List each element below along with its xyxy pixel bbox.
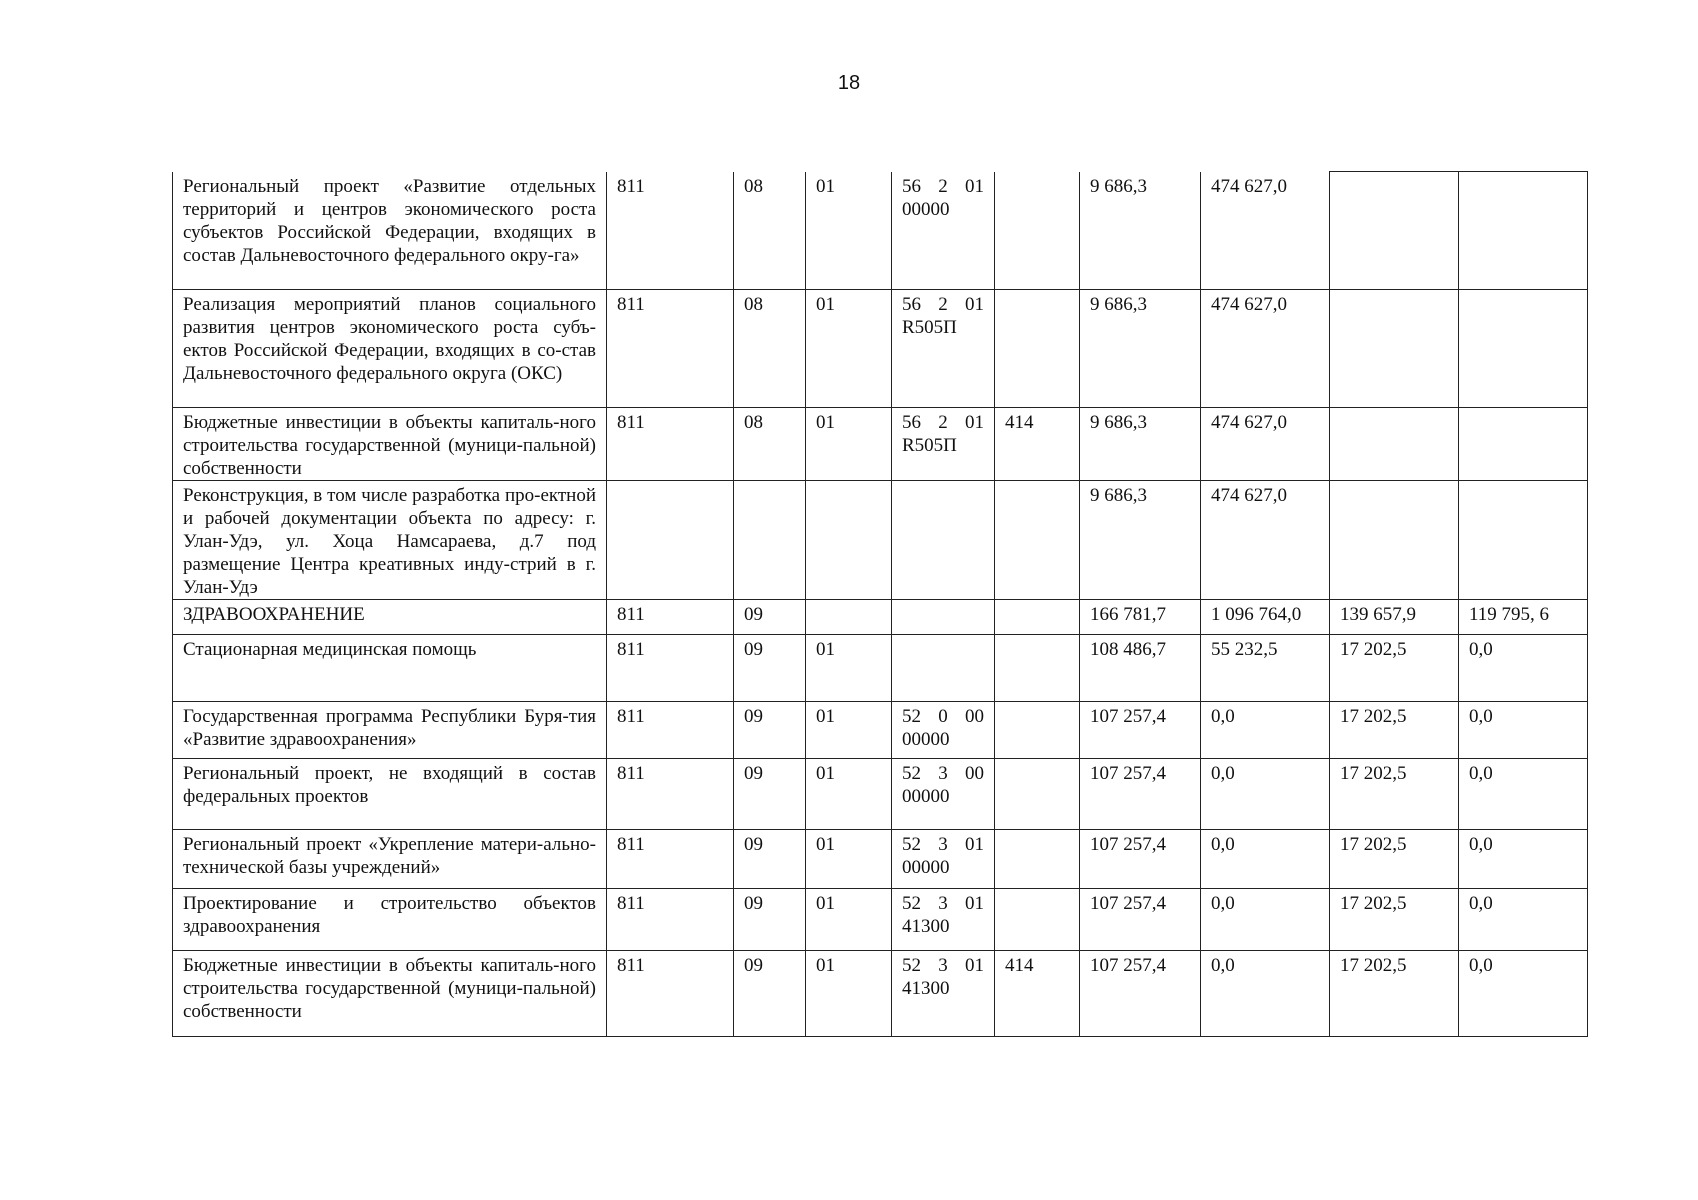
expense-type-code bbox=[995, 600, 1080, 635]
item-name: ЗДРАВООХРАНЕНИЕ bbox=[173, 600, 607, 635]
amount-4: 119 795, 6 bbox=[1459, 600, 1588, 635]
section-code: 08 bbox=[734, 172, 806, 290]
amount-3 bbox=[1330, 290, 1459, 408]
amount-4: 0,0 bbox=[1459, 635, 1588, 702]
target-article-code: 56 2 01 R505П bbox=[892, 290, 995, 408]
section-code: 09 bbox=[734, 759, 806, 830]
amount-1: 107 257,4 bbox=[1080, 759, 1201, 830]
grbs-code bbox=[607, 481, 734, 600]
amount-2: 474 627,0 bbox=[1201, 481, 1330, 600]
amount-4 bbox=[1459, 290, 1588, 408]
expense-type-code bbox=[995, 830, 1080, 889]
amount-2: 0,0 bbox=[1201, 889, 1330, 951]
amount-2: 1 096 764,0 bbox=[1201, 600, 1330, 635]
grbs-code: 811 bbox=[607, 830, 734, 889]
amount-1: 107 257,4 bbox=[1080, 889, 1201, 951]
expense-type-code bbox=[995, 889, 1080, 951]
amount-3: 139 657,9 bbox=[1330, 600, 1459, 635]
item-name: Региональный проект «Развитие отдельных территорий и центров экономического роста субъектов Российской Федерации, входящих в состав Дальневосточного федерального окру-га» bbox=[173, 172, 607, 290]
grbs-code: 811 bbox=[607, 290, 734, 408]
item-name: Бюджетные инвестиции в объекты капиталь-ного строительства государственной (муници-пальной) собственности bbox=[173, 408, 607, 481]
expense-type-code: 414 bbox=[995, 408, 1080, 481]
amount-3: 17 202,5 bbox=[1330, 759, 1459, 830]
target-article-code bbox=[892, 481, 995, 600]
amount-3: 17 202,5 bbox=[1330, 951, 1459, 1037]
amount-2: 474 627,0 bbox=[1201, 290, 1330, 408]
subsection-code: 01 bbox=[806, 702, 892, 759]
amount-4: 0,0 bbox=[1459, 830, 1588, 889]
grbs-code: 811 bbox=[607, 889, 734, 951]
amount-3 bbox=[1330, 408, 1459, 481]
amount-4: 0,0 bbox=[1459, 951, 1588, 1037]
grbs-code: 811 bbox=[607, 600, 734, 635]
amount-2: 55 232,5 bbox=[1201, 635, 1330, 702]
amount-2: 0,0 bbox=[1201, 702, 1330, 759]
expense-type-code bbox=[995, 702, 1080, 759]
amount-4: 0,0 bbox=[1459, 889, 1588, 951]
section-code: 09 bbox=[734, 600, 806, 635]
table-row bbox=[173, 702, 1588, 759]
grbs-code: 811 bbox=[607, 408, 734, 481]
target-article-code bbox=[892, 600, 995, 635]
amount-2: 0,0 bbox=[1201, 951, 1330, 1037]
amount-4 bbox=[1459, 408, 1588, 481]
section-code: 09 bbox=[734, 830, 806, 889]
table-row bbox=[173, 408, 1588, 481]
amount-4: 0,0 bbox=[1459, 759, 1588, 830]
target-article-code: 56 2 01 00000 bbox=[892, 172, 995, 290]
amount-1: 107 257,4 bbox=[1080, 830, 1201, 889]
amount-1: 108 486,7 bbox=[1080, 635, 1201, 702]
amount-3: 17 202,5 bbox=[1330, 702, 1459, 759]
amount-1: 107 257,4 bbox=[1080, 702, 1201, 759]
amount-2: 474 627,0 bbox=[1201, 172, 1330, 290]
subsection-code: 01 bbox=[806, 830, 892, 889]
subsection-code bbox=[806, 481, 892, 600]
expense-type-code bbox=[995, 635, 1080, 702]
grbs-code: 811 bbox=[607, 172, 734, 290]
target-article-code: 52 3 01 41300 bbox=[892, 951, 995, 1037]
amount-2: 474 627,0 bbox=[1201, 408, 1330, 481]
table-row bbox=[173, 635, 1588, 702]
amount-1: 9 686,3 bbox=[1080, 290, 1201, 408]
amount-1: 166 781,7 bbox=[1080, 600, 1201, 635]
item-name: Стационарная медицинская помощь bbox=[173, 635, 607, 702]
section-code: 09 bbox=[734, 889, 806, 951]
expense-type-code: 414 bbox=[995, 951, 1080, 1037]
table-row bbox=[173, 951, 1588, 1037]
amount-1: 9 686,3 bbox=[1080, 408, 1201, 481]
item-name: Реализация мероприятий планов социального развития центров экономического роста субъ-ектов Российской Федерации, входящих в со-став Дальневосточного федерального округа (ОКС) bbox=[173, 290, 607, 408]
item-name: Региональный проект «Укрепление матери-ально-технической базы учреждений» bbox=[173, 830, 607, 889]
expense-type-code bbox=[995, 290, 1080, 408]
amount-3: 17 202,5 bbox=[1330, 635, 1459, 702]
grbs-code: 811 bbox=[607, 759, 734, 830]
section-code: 09 bbox=[734, 702, 806, 759]
item-name: Реконструкция, в том числе разработка про-ектной и рабочей документации объекта по адресу: г. Улан-Удэ, ул. Хоца Намсараева, д.7 под размещение Центра креативных инду-стрий в г. Улан-Удэ bbox=[173, 481, 607, 600]
subsection-code: 01 bbox=[806, 290, 892, 408]
page-number: 18 bbox=[837, 72, 861, 94]
grbs-code: 811 bbox=[607, 951, 734, 1037]
amount-2: 0,0 bbox=[1201, 830, 1330, 889]
amount-1: 9 686,3 bbox=[1080, 481, 1201, 600]
amount-1: 107 257,4 bbox=[1080, 951, 1201, 1037]
amount-2: 0,0 bbox=[1201, 759, 1330, 830]
item-name: Региональный проект, не входящий в состав федеральных проектов bbox=[173, 759, 607, 830]
section-code: 09 bbox=[734, 635, 806, 702]
amount-4 bbox=[1459, 481, 1588, 600]
table-row bbox=[173, 600, 1588, 635]
table-row bbox=[173, 290, 1588, 408]
target-article-code: 52 3 01 00000 bbox=[892, 830, 995, 889]
item-name: Государственная программа Республики Буря-тия «Развитие здравоохранения» bbox=[173, 702, 607, 759]
subsection-code: 01 bbox=[806, 172, 892, 290]
target-article-code: 52 3 01 41300 bbox=[892, 889, 995, 951]
subsection-code: 01 bbox=[806, 759, 892, 830]
target-article-code: 52 3 00 00000 bbox=[892, 759, 995, 830]
amount-3: 17 202,5 bbox=[1330, 830, 1459, 889]
table-row bbox=[173, 481, 1588, 600]
amount-3 bbox=[1330, 481, 1459, 600]
target-article-code: 52 0 00 00000 bbox=[892, 702, 995, 759]
table-row bbox=[173, 889, 1588, 951]
amount-3 bbox=[1330, 172, 1459, 290]
table-body bbox=[173, 172, 1588, 1037]
section-code: 09 bbox=[734, 951, 806, 1037]
grbs-code: 811 bbox=[607, 635, 734, 702]
subsection-code: 01 bbox=[806, 635, 892, 702]
item-name: Проектирование и строительство объектов здравоохранения bbox=[173, 889, 607, 951]
expense-type-code bbox=[995, 759, 1080, 830]
subsection-code bbox=[806, 600, 892, 635]
expense-type-code bbox=[995, 172, 1080, 290]
section-code bbox=[734, 481, 806, 600]
target-article-code bbox=[892, 635, 995, 702]
budget-table bbox=[172, 171, 1588, 1037]
subsection-code: 01 bbox=[806, 408, 892, 481]
subsection-code: 01 bbox=[806, 951, 892, 1037]
section-code: 08 bbox=[734, 408, 806, 481]
item-name: Бюджетные инвестиции в объекты капиталь-ного строительства государственной (муници-пальной) собственности bbox=[173, 951, 607, 1037]
grbs-code: 811 bbox=[607, 702, 734, 759]
table-row bbox=[173, 172, 1588, 290]
table-row bbox=[173, 830, 1588, 889]
subsection-code: 01 bbox=[806, 889, 892, 951]
target-article-code: 56 2 01 R505П bbox=[892, 408, 995, 481]
amount-3: 17 202,5 bbox=[1330, 889, 1459, 951]
table-row bbox=[173, 759, 1588, 830]
amount-1: 9 686,3 bbox=[1080, 172, 1201, 290]
expense-type-code bbox=[995, 481, 1080, 600]
section-code: 08 bbox=[734, 290, 806, 408]
amount-4: 0,0 bbox=[1459, 702, 1588, 759]
amount-4 bbox=[1459, 172, 1588, 290]
